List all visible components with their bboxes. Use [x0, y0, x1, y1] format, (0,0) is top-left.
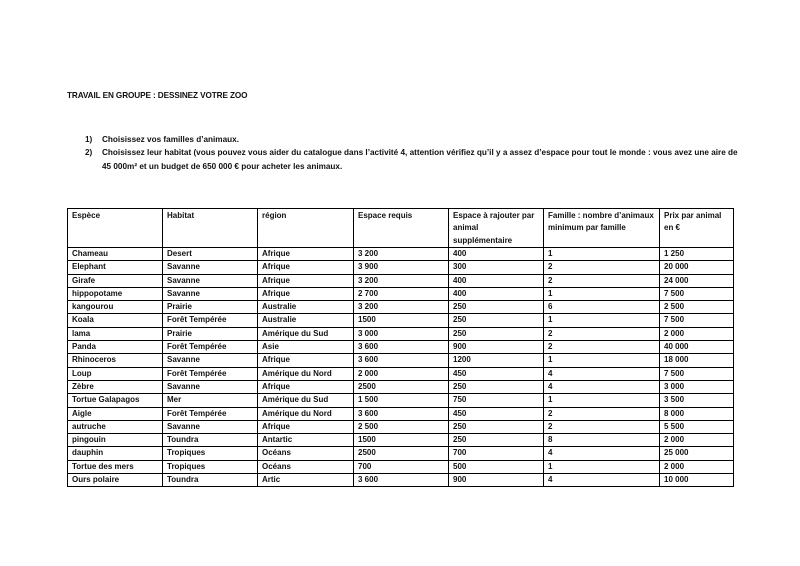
cell-habitat: Forêt Tempérée — [163, 367, 258, 380]
cell-espace-requis: 2 700 — [354, 287, 449, 300]
cell-habitat: Forêt Tempérée — [163, 314, 258, 327]
table-header-row — [68, 209, 734, 248]
cell-espece: Chameau — [68, 248, 163, 261]
cell-habitat: Savanne — [163, 261, 258, 274]
cell-region: Afrique — [258, 354, 354, 367]
cell-prix: 2 500 — [660, 301, 734, 314]
cell-espace-requis: 2 500 — [354, 420, 449, 433]
cell-espece: Girafe — [68, 274, 163, 287]
cell-espece: Tortue Galapagos — [68, 394, 163, 407]
cell-region: Afrique — [258, 420, 354, 433]
cell-espace-supplementaire: 250 — [449, 420, 544, 433]
cell-espace-supplementaire: 300 — [449, 261, 544, 274]
instruction-item — [85, 146, 745, 173]
cell-espace-requis: 3 200 — [354, 248, 449, 261]
cell-espace-supplementaire: 450 — [449, 367, 544, 380]
document-title: TRAVAIL EN GROUPE : DESSINEZ VOTRE ZOO — [67, 91, 248, 100]
cell-espece: hippopotame — [68, 287, 163, 300]
cell-prix: 2 000 — [660, 327, 734, 340]
column-header-espece: Espèce — [68, 209, 163, 248]
cell-habitat: Desert — [163, 248, 258, 261]
column-header-famille-minimum: Famille : nombre d’animaux minimum par famille — [544, 209, 660, 248]
instruction-text: Choisissez vos familles d’animaux. — [102, 135, 239, 144]
cell-habitat: Savanne — [163, 354, 258, 367]
table-body — [68, 248, 734, 487]
cell-espece: dauphin — [68, 447, 163, 460]
cell-habitat: Savanne — [163, 274, 258, 287]
table-row — [68, 301, 734, 314]
table-row — [68, 327, 734, 340]
cell-habitat: Savanne — [163, 420, 258, 433]
cell-espace-requis: 1500 — [354, 434, 449, 447]
table-row — [68, 380, 734, 393]
cell-prix: 2 000 — [660, 434, 734, 447]
cell-famille-minimum: 2 — [544, 341, 660, 354]
cell-region: Australie — [258, 301, 354, 314]
cell-espace-requis: 1 500 — [354, 394, 449, 407]
cell-habitat: Forêt Tempérée — [163, 407, 258, 420]
cell-prix: 2 000 — [660, 460, 734, 473]
column-header-prix: Prix par animal en € — [660, 209, 734, 248]
table-row — [68, 287, 734, 300]
cell-habitat: Savanne — [163, 380, 258, 393]
cell-prix: 40 000 — [660, 341, 734, 354]
instruction-item — [85, 133, 745, 146]
cell-prix: 24 000 — [660, 274, 734, 287]
cell-prix: 20 000 — [660, 261, 734, 274]
cell-espace-supplementaire: 400 — [449, 287, 544, 300]
cell-region: Afrique — [258, 248, 354, 261]
cell-prix: 5 500 — [660, 420, 734, 433]
cell-espace-requis: 3 600 — [354, 474, 449, 487]
column-header-espace-requis: Espace requis — [354, 209, 449, 248]
cell-famille-minimum: 1 — [544, 248, 660, 261]
cell-habitat: Forêt Tempérée — [163, 341, 258, 354]
cell-espace-requis: 3 600 — [354, 341, 449, 354]
cell-region: Amérique du Nord — [258, 367, 354, 380]
cell-region: Afrique — [258, 261, 354, 274]
cell-famille-minimum: 2 — [544, 420, 660, 433]
cell-espace-requis: 2500 — [354, 380, 449, 393]
cell-espace-requis: 3 200 — [354, 274, 449, 287]
cell-espace-supplementaire: 700 — [449, 447, 544, 460]
table-row — [68, 314, 734, 327]
cell-prix: 7 500 — [660, 367, 734, 380]
table-row — [68, 274, 734, 287]
cell-prix: 8 000 — [660, 407, 734, 420]
cell-espace-supplementaire: 250 — [449, 314, 544, 327]
table-row — [68, 341, 734, 354]
cell-espece: Panda — [68, 341, 163, 354]
cell-espace-supplementaire: 400 — [449, 274, 544, 287]
cell-region: Australie — [258, 314, 354, 327]
cell-espece: Loup — [68, 367, 163, 380]
cell-espace-requis: 2500 — [354, 447, 449, 460]
cell-espace-supplementaire: 1200 — [449, 354, 544, 367]
cell-espece: lama — [68, 327, 163, 340]
cell-famille-minimum: 4 — [544, 474, 660, 487]
table-row — [68, 261, 734, 274]
table-row — [68, 460, 734, 473]
cell-espace-supplementaire: 250 — [449, 327, 544, 340]
table-row — [68, 367, 734, 380]
table-row — [68, 407, 734, 420]
cell-espace-requis: 3 900 — [354, 261, 449, 274]
cell-espace-supplementaire: 250 — [449, 380, 544, 393]
cell-prix: 7 500 — [660, 314, 734, 327]
cell-prix: 1 250 — [660, 248, 734, 261]
cell-espece: Tortue des mers — [68, 460, 163, 473]
cell-espace-requis: 3 000 — [354, 327, 449, 340]
cell-famille-minimum: 6 — [544, 301, 660, 314]
cell-region: Afrique — [258, 287, 354, 300]
cell-espace-supplementaire: 900 — [449, 474, 544, 487]
cell-habitat: Prairie — [163, 301, 258, 314]
cell-espece: Koala — [68, 314, 163, 327]
cell-famille-minimum: 4 — [544, 447, 660, 460]
cell-espace-supplementaire: 450 — [449, 407, 544, 420]
cell-habitat: Prairie — [163, 327, 258, 340]
cell-famille-minimum: 1 — [544, 394, 660, 407]
cell-espace-requis: 1500 — [354, 314, 449, 327]
cell-prix: 7 500 — [660, 287, 734, 300]
cell-habitat: Mer — [163, 394, 258, 407]
cell-prix: 25 000 — [660, 447, 734, 460]
cell-famille-minimum: 2 — [544, 261, 660, 274]
cell-famille-minimum: 4 — [544, 380, 660, 393]
instruction-number: 1) — [85, 135, 93, 144]
cell-famille-minimum: 2 — [544, 327, 660, 340]
cell-espace-requis: 3 600 — [354, 407, 449, 420]
column-header-region: région — [258, 209, 354, 248]
cell-espace-requis: 2 000 — [354, 367, 449, 380]
cell-region: Océans — [258, 447, 354, 460]
cell-famille-minimum: 2 — [544, 274, 660, 287]
cell-region: Amérique du Sud — [258, 394, 354, 407]
instruction-text: Choisissez leur habitat (vous pouvez vous aider du catalogue dans l’activité 4, attention vérifiez qu’il y a assez d’espace pour tout le monde : vous avez une aire de 45 000m² et un budget de 650 000 € pour acheter les animaux. — [102, 148, 738, 171]
cell-espece: autruche — [68, 420, 163, 433]
cell-region: Afrique — [258, 274, 354, 287]
cell-espece: Aigle — [68, 407, 163, 420]
cell-prix: 18 000 — [660, 354, 734, 367]
cell-espace-supplementaire: 250 — [449, 301, 544, 314]
instruction-number: 2) — [85, 148, 93, 158]
column-header-espace-supplementaire: Espace à rajouter par animal supplémentaire — [449, 209, 544, 248]
cell-espece: kangourou — [68, 301, 163, 314]
table-row — [68, 394, 734, 407]
cell-famille-minimum: 8 — [544, 434, 660, 447]
cell-espece: Ours polaire — [68, 474, 163, 487]
animals-table — [67, 208, 734, 487]
cell-espace-supplementaire: 900 — [449, 341, 544, 354]
cell-espace-supplementaire: 500 — [449, 460, 544, 473]
cell-espace-supplementaire: 250 — [449, 434, 544, 447]
cell-espace-supplementaire: 750 — [449, 394, 544, 407]
cell-espece: Zèbre — [68, 380, 163, 393]
cell-espece: pingouin — [68, 434, 163, 447]
table-row — [68, 420, 734, 433]
cell-famille-minimum: 1 — [544, 354, 660, 367]
instructions-list — [85, 133, 745, 173]
cell-espece: Rhinoceros — [68, 354, 163, 367]
cell-habitat: Toundra — [163, 474, 258, 487]
cell-region: Antartic — [258, 434, 354, 447]
cell-habitat: Savanne — [163, 287, 258, 300]
cell-famille-minimum: 4 — [544, 367, 660, 380]
cell-espace-supplementaire: 400 — [449, 248, 544, 261]
table-row — [68, 434, 734, 447]
table-row — [68, 447, 734, 460]
cell-espece: Elephant — [68, 261, 163, 274]
cell-region: Amérique du Sud — [258, 327, 354, 340]
table-row — [68, 474, 734, 487]
cell-espace-requis: 700 — [354, 460, 449, 473]
table-row — [68, 248, 734, 261]
cell-region: Océans — [258, 460, 354, 473]
cell-habitat: Tropiques — [163, 447, 258, 460]
cell-habitat: Toundra — [163, 434, 258, 447]
cell-famille-minimum: 2 — [544, 407, 660, 420]
cell-prix: 3 500 — [660, 394, 734, 407]
cell-espace-requis: 3 200 — [354, 301, 449, 314]
cell-espace-requis: 3 600 — [354, 354, 449, 367]
cell-region: Asie — [258, 341, 354, 354]
cell-famille-minimum: 1 — [544, 460, 660, 473]
cell-prix: 10 000 — [660, 474, 734, 487]
cell-region: Afrique — [258, 380, 354, 393]
cell-prix: 3 000 — [660, 380, 734, 393]
cell-region: Artic — [258, 474, 354, 487]
cell-famille-minimum: 1 — [544, 314, 660, 327]
cell-habitat: Tropiques — [163, 460, 258, 473]
table-row — [68, 354, 734, 367]
cell-famille-minimum: 1 — [544, 287, 660, 300]
column-header-habitat: Habitat — [163, 209, 258, 248]
cell-region: Amérique du Nord — [258, 407, 354, 420]
